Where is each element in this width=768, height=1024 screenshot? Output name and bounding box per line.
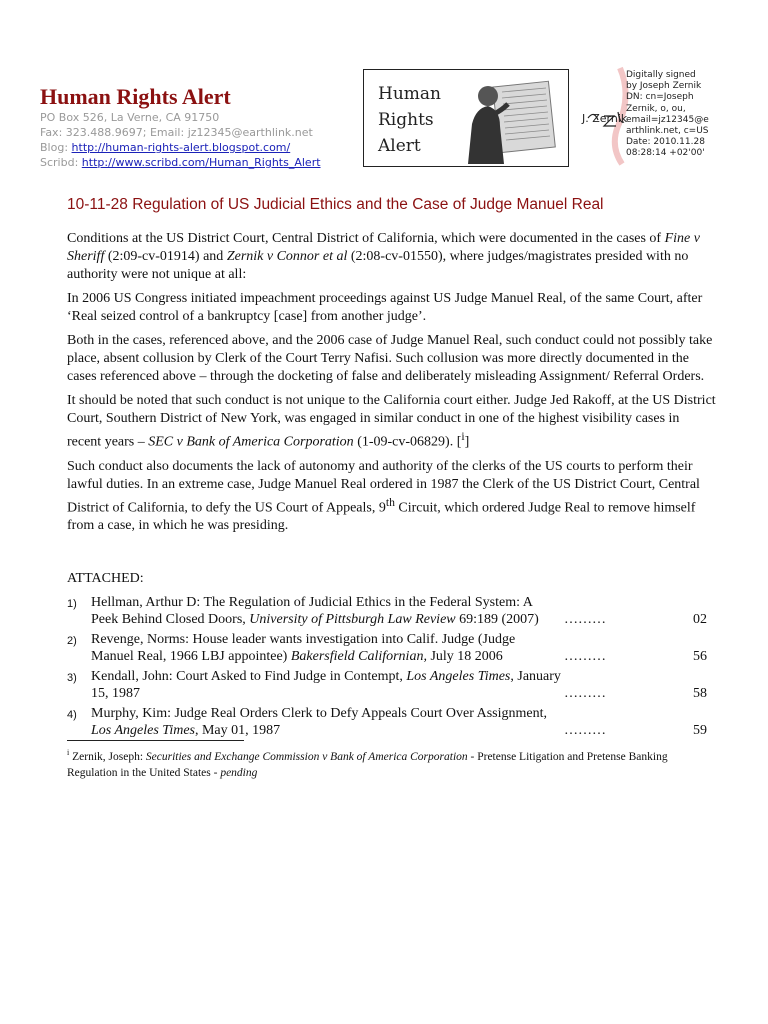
leader-dots: ……… [564,612,606,627]
footnote-divider [67,740,244,741]
signature-line: Date: 2010.11.28 [626,137,705,148]
signature-line: 08:28:14 +02'00' [626,148,705,159]
logo-word-1: Human [378,84,441,104]
email: jz12345@earthlink.net [187,126,313,139]
footnote-status: pending [220,766,258,779]
address: PO Box 526, La Verne, CA 91750 [40,111,220,124]
footnote: $^i$ Zernik, Joseph: Securities and Exchange Commission v Bank of America Corporation - Pretense Litigation and Pretense Banking Regulation in the United States - pending [67,748,668,779]
list-item: 1) Hellman, Arthur D: The Regulation of Judicial Ethics in the Federal System: A Peek Behind Closed Doors, University of Pittsburgh Law Review 69:189 (2007) ……… 02 [67,595,707,627]
signature-line: by Joseph Zernik [626,81,702,92]
org-name: Human Rights Alert [40,84,231,109]
signature-line: DN: cn=Joseph [626,92,694,103]
scribd-label: Scribd: [40,156,82,169]
paragraph-2: In 2006 US Congress initiated impeachment proceedings against US Judge Manuel Real, of the same Court, after ‘Real seized control of a bankruptcy [case] from another judge’. [67,291,703,324]
paragraph-1: Conditions at the US District Court, Central District of California, which were documented in the cases of Fine v Sheriff (2:09-cv-01914) and Zernik v Connor et al (2:08-cv-01550), where judges/magistrates presided with no authority were not unique at all: [67,231,700,282]
page-number: 02 [693,612,707,627]
fax-email-line [40,125,360,140]
paragraph-3: Both in the cases, referenced above, and the 2006 case of Judge Manuel Real, such conduct could not possibly take place, absent collusion by Clerk of the Court Terry Nafisi. Such collusion was more directly documented in the cases referenced above – through the docketing of false and deliberately misleading Assignment/ Referral Orders. [67,333,713,384]
item-number: 4) [67,709,77,721]
signature-line: arthlink.net, c=US [626,126,709,137]
signature-line: Zernik, o, ou, [626,103,686,114]
scribd-link[interactable]: http://www.scribd.com/Human_Rights_Alert [81,156,321,169]
scribd-line [40,155,360,170]
blog-link[interactable]: http://human-rights-alert.blogspot.com/ [71,141,291,154]
case-citation: Zernik v Connor et al [226,249,348,264]
signature-mark: J. Zernik [582,112,628,125]
document-title: 10-11-28 Regulation of US Judicial Ethics and the Case of Judge Manuel Real [67,196,604,213]
paragraph-5: Such conduct also documents the lack of autonomy and authority of the clerks of the US courts to perform their lawful duties. In an extreme case, Judge Manuel Real ordered in 1987 the Clerk of the US District Court, Central District of California, to defy the US Court of Appeals, 9th Circuit, which ordered Judge Real to remove himself from a case, in which he was presiding. [67,458,700,534]
signature-line: Digitally signed [626,70,696,80]
logo-word-2: Rights [378,110,434,130]
paragraph-4: It should be noted that such conduct is not unique to the California court either. Judge Jed Rakoff, at the US District Court, Southern District of New York, was engaged in similar conduct in one of the highest visibility cases in recent years – SEC v Bank of America Corporation (1-09-cv-06829). [$^i$] [67,393,716,450]
eleanor-roosevelt-photo-icon [454,74,564,164]
logo [363,69,569,167]
logo-word-3: Alert [378,136,421,156]
page-number: 56 [693,649,707,664]
digital-signature-text [626,70,766,160]
page-number: 58 [693,686,707,701]
item-number: 1) [67,598,77,610]
blog-line [40,140,360,155]
footnote-marker: i [67,748,70,757]
attachment-list [67,594,717,742]
item-number: 3) [67,672,77,684]
fax-label: Fax: 323.488.9697; Email: [40,126,188,139]
attached-heading: ATTACHED: [67,571,144,586]
leader-dots: ……… [564,723,606,738]
leader-dots: ……… [564,649,606,664]
document-body [67,230,717,541]
blog-label: Blog: [40,141,72,154]
leader-dots: ……… [564,686,606,701]
page-number: 59 [693,723,707,738]
list-item: 4) Murphy, Kim: Judge Real Orders Clerk to Defy Appeals Court Over Assignment, Los Angeles Times, May 01, 1987 ……… 59 [67,706,707,738]
footnote-ref[interactable]: i [461,430,465,443]
contact-block [40,110,360,170]
list-item: 2) Revenge, Norms: House leader wants investigation into Calif. Judge (Judge Manuel Real, 1966 LBJ appointee) Bakersfield Californian, July 18 2006 ……… 56 [67,632,707,664]
case-citation: Fine v Sheriff [67,231,700,264]
item-number: 2) [67,635,77,647]
signature-line: email=jz12345@e [626,114,709,125]
case-citation: SEC v Bank of America Corporation [148,434,354,450]
list-item: 3) Kendall, John: Court Asked to Find Judge in Contempt, Los Angeles Times, January 15, 1987 ……… 58 [67,669,707,701]
